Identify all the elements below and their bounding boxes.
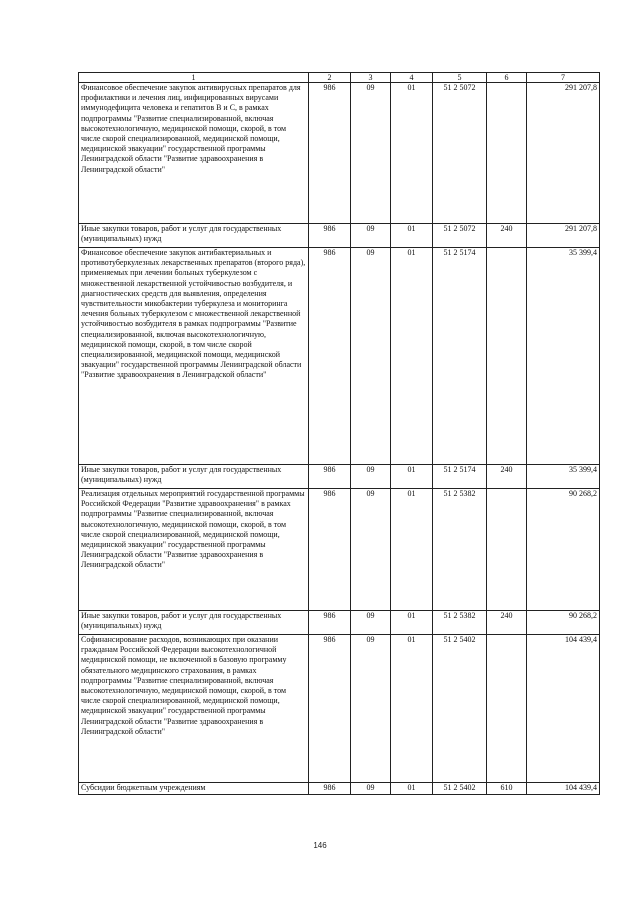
column-header: 3 xyxy=(351,73,391,83)
cell-amount: 291 207,8 xyxy=(527,224,600,248)
cell-code-3: 09 xyxy=(351,83,391,224)
cell-code-5: 51 2 5072 xyxy=(433,83,487,224)
row-description: Софинансирование расходов, возникающих при оказании гражданам Российской Федерации высокотехнологичной медицинской помощи, не включенной в базовую программу обязательного медицинского страхования, в рамках подпрограммы "Развитие специализированной, включая высокотехнологичную, медицинской помощи, скорой, в том числе скорой специализированной, медицинской помощи, медицинской эвакуации" государственной программы Ленинградской области "Развитие здравоохранения в Ленинградской области" xyxy=(79,635,309,783)
cell-code-2: 986 xyxy=(309,611,351,635)
row-description: Субсидии бюджетным учреждениям xyxy=(79,783,309,795)
cell-code-4: 01 xyxy=(391,465,433,489)
cell-code-4: 01 xyxy=(391,635,433,783)
cell-code-4: 01 xyxy=(391,224,433,248)
cell-code-3: 09 xyxy=(351,635,391,783)
cell-code-4: 01 xyxy=(391,489,433,611)
table-header-row xyxy=(79,73,600,83)
budget-table xyxy=(78,72,600,795)
cell-code-6: 240 xyxy=(487,611,527,635)
table-row xyxy=(79,635,600,783)
cell-amount: 90 268,2 xyxy=(527,489,600,611)
column-header: 7 xyxy=(527,73,600,83)
cell-code-2: 986 xyxy=(309,635,351,783)
cell-code-5: 51 2 5382 xyxy=(433,611,487,635)
table-row xyxy=(79,783,600,795)
cell-code-3: 09 xyxy=(351,783,391,795)
cell-code-2: 986 xyxy=(309,489,351,611)
cell-code-5: 51 2 5072 xyxy=(433,224,487,248)
cell-code-4: 01 xyxy=(391,83,433,224)
row-description: Финансовое обеспечение закупок антивирусных препаратов для профилактики и лечения лиц, инфицированных вирусами иммунодефицита человека и гепатитов В и С, в рамках подпрограммы "Развитие специализированной, включая высокотехнологичную, медицинской помощи, скорой, в том числе скорой специализированной, медицинской помощи, медицинской эвакуации" государственной программы Ленинградской области "Развитие здравоохранения в Ленинградской области" xyxy=(79,83,309,224)
cell-amount: 104 439,4 xyxy=(527,635,600,783)
cell-code-5: 51 2 5174 xyxy=(433,248,487,465)
column-header: 4 xyxy=(391,73,433,83)
row-description: Реализация отдельных мероприятий государственной программы Российской Федерации "Развитие здравоохранения" в рамках подпрограммы "Развитие специализированной, включая высокотехнологичную, медицинской помощи, скорой, в том числе скорой специализированной, медицинской помощи, медицинской эвакуации" государственной программы Ленинградской области "Развитие здравоохранения в Ленинградской области" xyxy=(79,489,309,611)
cell-code-5: 51 2 5402 xyxy=(433,783,487,795)
cell-amount: 35 399,4 xyxy=(527,465,600,489)
cell-amount: 104 439,4 xyxy=(527,783,600,795)
cell-code-3: 09 xyxy=(351,611,391,635)
cell-code-2: 986 xyxy=(309,224,351,248)
cell-code-5: 51 2 5174 xyxy=(433,465,487,489)
column-header: 6 xyxy=(487,73,527,83)
cell-code-4: 01 xyxy=(391,783,433,795)
column-header: 2 xyxy=(309,73,351,83)
table-row xyxy=(79,248,600,465)
cell-code-2: 986 xyxy=(309,83,351,224)
table-row xyxy=(79,489,600,611)
cell-code-2: 986 xyxy=(309,248,351,465)
row-description: Иные закупки товаров, работ и услуг для государственных (муниципальных) нужд xyxy=(79,224,309,248)
cell-code-6: 240 xyxy=(487,465,527,489)
column-header: 5 xyxy=(433,73,487,83)
cell-code-5: 51 2 5382 xyxy=(433,489,487,611)
row-description: Финансовое обеспечение закупок антибактериальных и противотуберкулезных лекарственных препаратов (второго ряда), применяемых при лечении больных туберкулезом с множественной лекарственной устойчивостью возбудителя, и диагностических средств для выявления, определения чувствительности микобактерии туберкулеза и мониторинга лечения больных туберкулезом с множественной лекарственной устойчивостью возбудителя в рамках подпрограммы "Развитие специализированной, включая высокотехнологичную, медицинской помощи, скорой, в том числе скорой специализированной, медицинской помощи, медицинской эвакуации" государственной программы Ленинградской области "Развитие здравоохранения в Ленинградской области" xyxy=(79,248,309,465)
cell-code-6 xyxy=(487,83,527,224)
cell-code-3: 09 xyxy=(351,465,391,489)
cell-code-3: 09 xyxy=(351,489,391,611)
table-row xyxy=(79,611,600,635)
cell-amount: 291 207,8 xyxy=(527,83,600,224)
cell-code-4: 01 xyxy=(391,248,433,465)
cell-code-5: 51 2 5402 xyxy=(433,635,487,783)
cell-amount: 35 399,4 xyxy=(527,248,600,465)
cell-code-4: 01 xyxy=(391,611,433,635)
row-description: Иные закупки товаров, работ и услуг для государственных (муниципальных) нужд xyxy=(79,465,309,489)
table-row xyxy=(79,83,600,224)
table-row xyxy=(79,224,600,248)
cell-code-6 xyxy=(487,489,527,611)
cell-code-6 xyxy=(487,635,527,783)
cell-code-3: 09 xyxy=(351,224,391,248)
cell-code-6 xyxy=(487,248,527,465)
table-row xyxy=(79,465,600,489)
row-description: Иные закупки товаров, работ и услуг для государственных (муниципальных) нужд xyxy=(79,611,309,635)
column-header: 1 xyxy=(79,73,309,83)
cell-amount: 90 268,2 xyxy=(527,611,600,635)
cell-code-2: 986 xyxy=(309,465,351,489)
cell-code-6: 240 xyxy=(487,224,527,248)
cell-code-3: 09 xyxy=(351,248,391,465)
page-number: 146 xyxy=(313,841,327,850)
cell-code-6: 610 xyxy=(487,783,527,795)
cell-code-2: 986 xyxy=(309,783,351,795)
